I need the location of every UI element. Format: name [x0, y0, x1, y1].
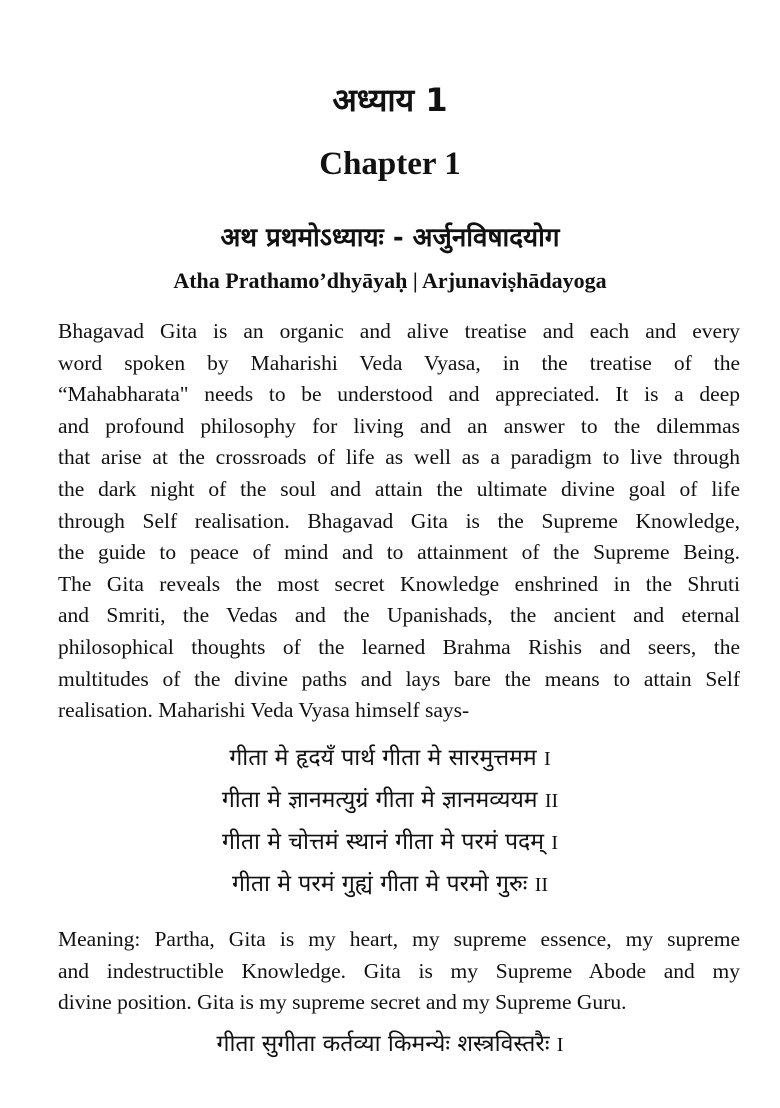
verse-end-mark: II: [544, 790, 559, 812]
chapter-subtitle-english: Atha Prathamo’dhyāyaḥ | Arjunaviṣhādayoga: [173, 268, 607, 293]
verse-line: [0, 824, 780, 856]
meaning-paragraph: [58, 924, 740, 1019]
intro-paragraph: [58, 316, 740, 727]
paragraph-line: divine position. Gita is my supreme secret and my Supreme Guru.: [58, 990, 627, 1015]
verse-end-mark: I: [543, 748, 551, 770]
paragraph-line: word spoken by Maharishi Veda Vyasa, in the treatise of the: [58, 350, 740, 375]
verse-line: [0, 740, 780, 772]
verse-end-mark: I: [556, 1034, 564, 1056]
paragraph-line: philosophical thoughts of the learned Brahma Rishis and seers, the: [58, 634, 740, 659]
paragraph-line: that arise at the crossroads of life as well as a paradigm to live through: [58, 445, 740, 470]
paragraph-line: the dark night of the soul and attain the ultimate divine goal of life: [58, 476, 740, 501]
paragraph-line: realisation. Maharishi Veda Vyasa himself says-: [58, 698, 470, 723]
verse-text: गीता मे ज्ञानमत्युग्रं गीता मे ज्ञानमव्ययम: [221, 787, 538, 813]
paragraph-line: “Mahabharata" needs to be understood and appreciated. It is a deep: [58, 382, 740, 407]
verse-text: गीता मे परमं गुह्यं गीता मे परमो गुरुः: [231, 871, 528, 897]
verse-end-mark: I: [551, 832, 558, 854]
verse-text: गीता मे चोत्तमं स्थानं गीता मे परमं पदम्: [222, 829, 545, 855]
verse-text: गीता मे हृदयँ पार्थ गीता मे सारमुत्तमम: [229, 745, 537, 771]
paragraph-line: Meaning: Partha, Gita is my heart, my supreme essence, my supreme: [58, 927, 740, 951]
paragraph-line: through Self realisation. Bhagavad Gita is the Supreme Knowledge,: [58, 508, 740, 533]
verse-text: गीता सुगीता कर्तव्या किमन्येः शस्त्रविस्तरैः: [216, 1031, 550, 1057]
verse-line: [0, 782, 780, 814]
chapter-heading-hindi: अध्याय 1: [332, 81, 448, 119]
paragraph-line: and profound philosophy for living and an answer to the dilemmas: [58, 413, 740, 438]
paragraph-line: the guide to peace of mind and to attainment of the Supreme Being.: [58, 540, 740, 565]
final-verse: [0, 1026, 780, 1058]
paragraph-line: Bhagavad Gita is an organic and alive treatise and each and every: [58, 319, 740, 343]
paragraph-line: The Gita reveals the most secret Knowledge enshrined in the Shruti: [58, 571, 740, 596]
paragraph-line: and indestructible Knowledge. Gita is my Supreme Abode and my: [58, 958, 740, 983]
paragraph-line: multitudes of the divine paths and lays bare the means to attain Self: [58, 666, 740, 691]
paragraph-line: and Smriti, the Vedas and the Upanishads, the ancient and eternal: [58, 603, 740, 628]
chapter-subtitle-hindi: अथ प्रथमोऽध्यायः - अर्जुनविषादयोग: [220, 223, 560, 253]
chapter-heading-english: Chapter 1: [319, 146, 461, 182]
verse-line: [0, 866, 780, 898]
verse-end-mark: II: [534, 874, 549, 896]
